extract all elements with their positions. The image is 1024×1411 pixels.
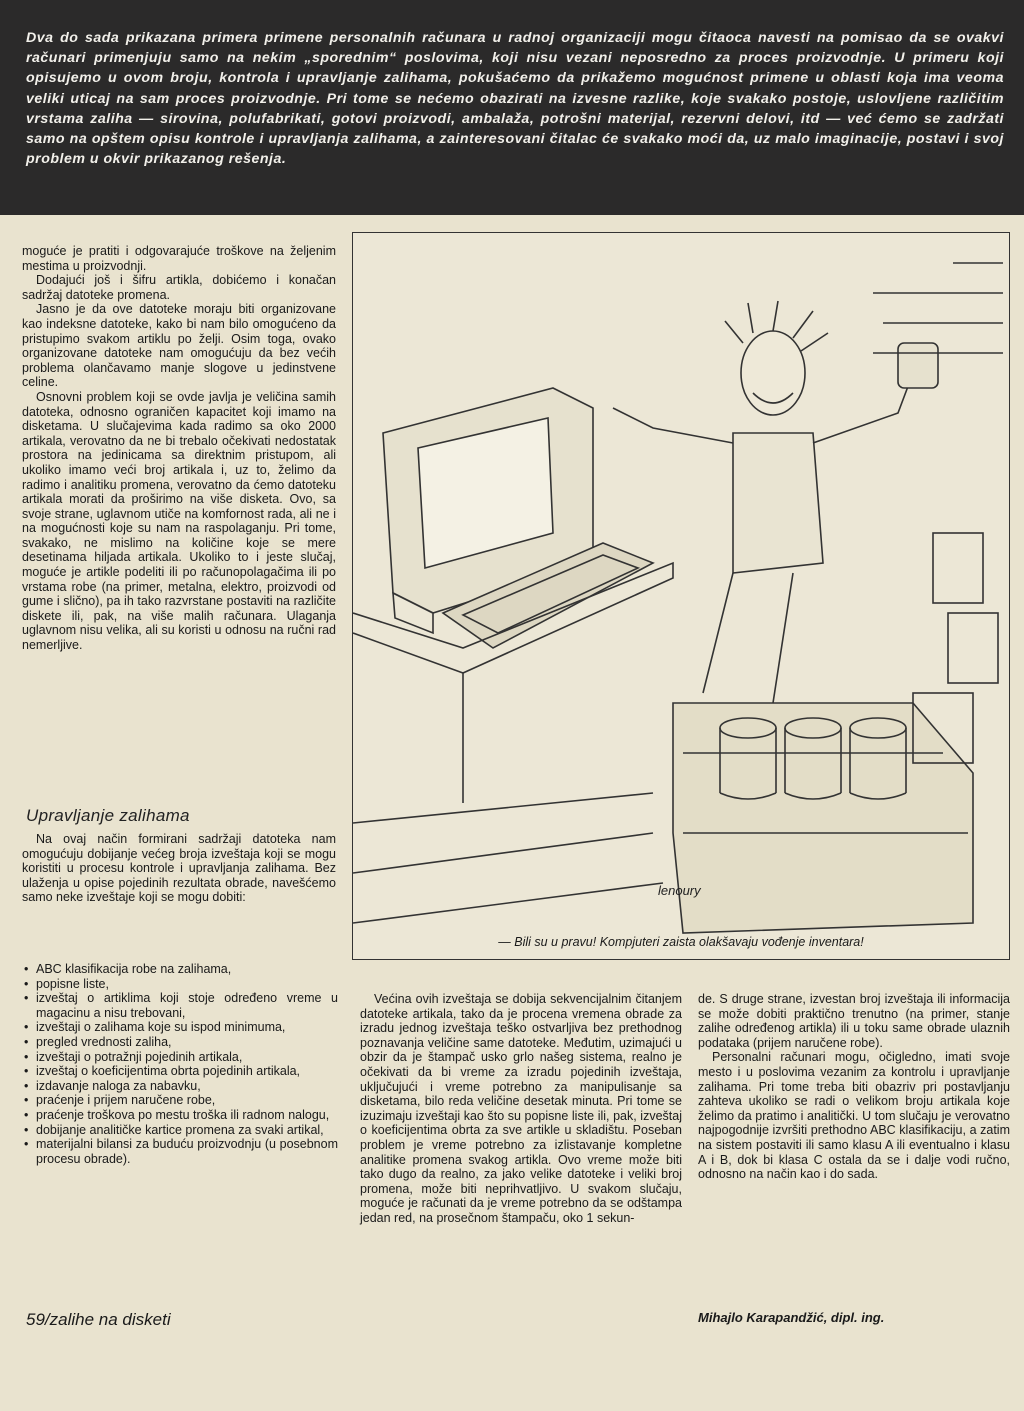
paragraph: Na ovaj način formirani sadržaji datoteka nam omogućuju dobijanje većeg broja izveštaja koji se mogu koristiti u procesu kontrole i upravljanja zalihama. Bez ulaženja u opise pojedinih rezultata obrade, navešćemo samo neke izveštaje koji se mogu dobiti: — [22, 832, 336, 905]
intro-banner — [0, 0, 1024, 215]
column-3 — [698, 992, 1010, 1182]
column-2 — [360, 992, 682, 1226]
cartoon-caption: — Bili su u pravu! Kompjuteri zaista olakšavaju vođenje inventara! — [498, 935, 864, 949]
intro-text: Dva do sada prikazana primera primene personalnih računara u radnoj organizaciji mogu čitaoca navesti na pomisao da se ovakvi računari primenjuju samo na nekim „sporednim“ poslovima, koji nisu vezani neposredno za proces proizvodnje. U primeru koji opisujemo u ovom broju, kontrola i upravljanje zalihama, pokušaćemo da prikažemo mogućnost primene u oblasti koja ima veoma veliki uticaj na sam proces proizvodnje. Pri tome se nećemo obazirati na izvesne razlike, koje svakako postoje, uslovljene različitim vrstama zaliha — sirovina, polufabrikati, gotovi proizvodi, ambalaža, potrošni materijal, rezervni delovi, itd — već ćemo se zadržati samo na opštem opisu kontrole i upravljanja zalihama, a zainteresovani čitalac će svakako moći da, uz malo imaginacije, postavi i svoj problem u okvir prikazanog rešenja. — [26, 30, 1004, 168]
list-item: • popisne liste, — [22, 977, 338, 992]
list-item: • izveštaji o potražnji pojedinih artikala, — [22, 1050, 338, 1065]
paragraph: Personalni računari mogu, očigledno, imati svoje mesto i u poslovima vezanim za kontrolu i upravljanje zalihama. Pri tome treba biti obazriv pri postavljanju zahteva ukoliko se radi o velikom broju artikala koje želimo da pratimo i analitički. U tom slučaju je verovatno najpogodnije izvršiti prethodno ABC klasifikaciju, a zatim na sistem postaviti ili samo klasu A ili eventualno i klasu A i B, dok bi klasa C ostala da se i dalje vodi ručno, odnosno na način kao i do sada. — [698, 1050, 1010, 1182]
list-item: • izdavanje naloga za nabavku, — [22, 1079, 338, 1094]
paragraph: Osnovni problem koji se ovde javlja je veličina samih datoteka, odnosno ograničen kapacitet koji imamo na disketama. U slučajevima kada radimo sa oko 2000 artikala, verovatno da ne bi trebalo očekivati nedostatak prostora na jedinicama sa direktnim pristupom, ali ukoliko imamo veći broj artikala i, uz to, želimo da radimo i analitiku promena, verovatno da ćemo datoteku artikala morati da proširimo na više disketa. Ovo, sa svoje strane, uglavnom utiče na komfornost rada, ali ne i na mogućnosti koje su nam na raspolaganju. Pri tome, svakako, ne mislimo na količine koje se mere desetinama hiljada artikala. Ukoliko to i jeste slučaj, moguće je artikle podeliti ili po računopolagačima ili po vrstama robe (na primer, metalna, elektro, proizvodi od gume i slično), pa ih tako razvrstane postaviti na različite diskete ili, pak, na više malih računara. Ulaganja uglavnom nisu velika, ali su koristi u odnosu na ručni rad nemerljive. — [22, 389, 336, 653]
artist-signature: lenoury — [658, 883, 701, 898]
list-item: • izveštaji o zalihama koje su ispod minimuma, — [22, 1020, 338, 1035]
paragraph: Dodajući još i šifru artikla, dobićemo i konačan sadržaj datoteke promena. — [22, 273, 336, 302]
cartoon-illustration — [352, 232, 1010, 960]
report-list — [22, 962, 338, 1166]
list-item: • pregled vrednosti zaliha, — [22, 1035, 338, 1050]
page-footer: 59/zalihe na disketi — [26, 1310, 171, 1329]
paragraph: Većina ovih izveštaja se dobija sekvencijalnim čitanjem datoteke artikala, tako da je procena vremena obrade za izradu jednog izveštaja teško ostvarljiva bez prethodnog poznavanja veličine same datoteke. Međutim, uzimajući u obzir da je štampač usko grlo našeg sistema, realno je očekivati da bi vreme za izradu pojedinih izveštaja, uključujući i vreme potrebno za manipulisanje sa disketama, bilo reda veličine desetak minuta. Pri tome se izuzimaju izveštaji kao što su popisne liste ili, pak, izveštaj o koeficijentima obrta za sve artikle u skladištu. Poseban problem je vreme potrebno za izlistavanje kompletne analitike promena svakog artikla. Ovo vreme može biti tako dugo da realno, za jako velike datoteke i veliki broj promena, može biti neprihvatljivo. U svakom slučaju, moguće je računati da je vreme potrebno da se odštampa jedan red, na prosečnom štampaču, oko 1 sekun- — [360, 992, 682, 1225]
list-item: • materijalni bilansi za buduću proizvodnju (u posebnom procesu obrade). — [22, 1137, 338, 1166]
section-heading: Upravljanje zalihama — [26, 806, 190, 825]
list-item: • praćenje troškova po mestu troška ili radnom nalogu, — [22, 1108, 338, 1123]
list-item: • praćenje i prijem naručene robe, — [22, 1093, 338, 1108]
column-1-section — [22, 832, 336, 905]
paragraph: moguće je pratiti i odgovarajuće troškove na željenim mestima u proizvodnji. — [22, 244, 336, 273]
paragraph: de. S druge strane, izvestan broj izveštaja ili informacija se može dobiti praktično trenutno (na primer, stanje zalihe određenog artikla) ili u toku same obrade ulaznih podataka (prijem naručene robe). — [698, 992, 1010, 1050]
paragraph: Jasno je da ove datoteke moraju biti organizovane kao indeksne datoteke, kako bi nam bilo omogućeno da pristupimo svakom artiklu po želji. Osim toga, ovako organizovane datoteke nam omogućuju da bez većih problema olančavamo manje slogove u jedinstvene celine. — [22, 302, 336, 390]
list-item: • izveštaj o artiklima koji stoje određeno vreme u magacinu a nisu trebovani, — [22, 991, 338, 1020]
cartoon-drawing — [353, 233, 1008, 958]
list-item: • dobijanje analitičke kartice promena za svaki artikal, — [22, 1123, 338, 1138]
list-item: • izveštaj o koeficijentima obrta pojedinih artikala, — [22, 1064, 338, 1079]
column-1-top — [22, 244, 336, 653]
list-item: • ABC klasifikacija robe na zalihama, — [22, 962, 338, 977]
author-credit: Mihajlo Karapandžić, dipl. ing. — [698, 1310, 885, 1325]
